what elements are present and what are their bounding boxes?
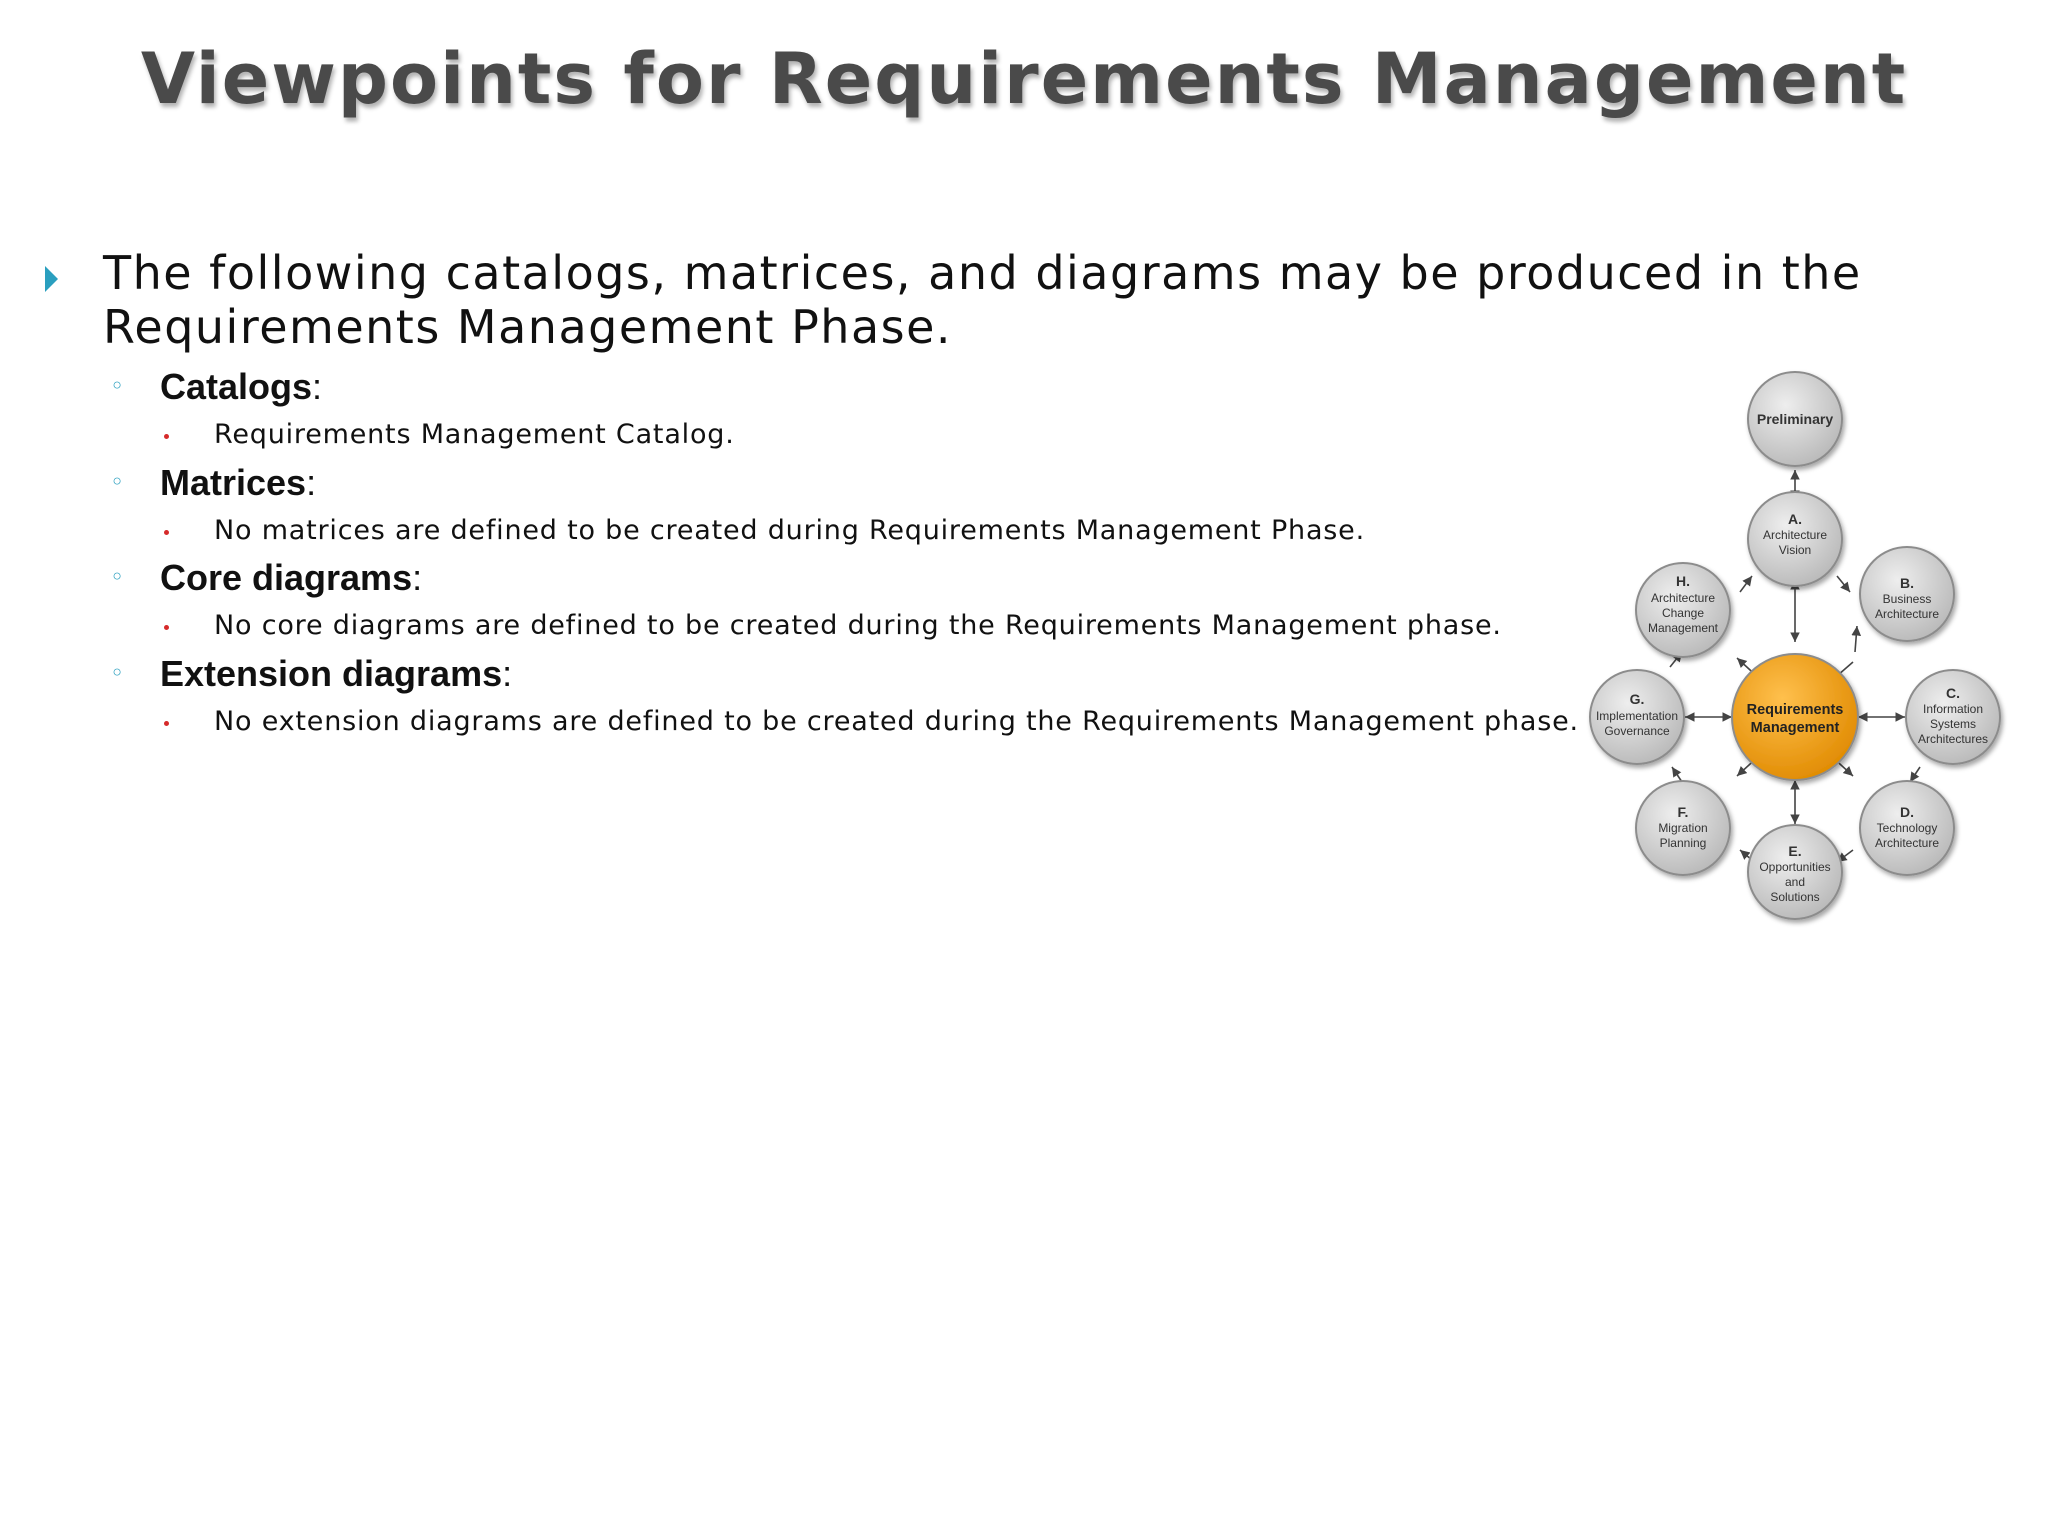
- section-heading-extension-diagrams: Extension diagrams:: [160, 653, 513, 694]
- sub-bullet-circle-icon: ◦: [110, 659, 125, 687]
- node-h-line: Architecture: [1650, 591, 1716, 605]
- node-d: [1860, 781, 1954, 875]
- node-g-line: Governance: [1604, 724, 1670, 738]
- node-requirements-management: [1732, 654, 1858, 780]
- node-d-line: Architecture: [1874, 836, 1940, 850]
- node-e: [1748, 825, 1842, 919]
- node-a-letter: A.: [1788, 511, 1802, 527]
- sub-bullet-circle-icon: ◦: [110, 468, 125, 496]
- node-a-line: Architecture: [1762, 528, 1828, 542]
- node-e-line: Opportunities: [1759, 860, 1831, 874]
- node-f-line: Migration: [1658, 821, 1708, 835]
- node-c-letter: C.: [1946, 685, 1960, 701]
- section-heading-catalogs: Catalogs:: [160, 366, 323, 407]
- leaf-bullet-icon: [164, 625, 169, 630]
- section-heading-core-diagrams: Core diagrams:: [160, 557, 423, 598]
- section-item-core-diagrams: No core diagrams are defined to be created during the Requirements Management phase.: [214, 610, 1502, 641]
- section-heading-matrices: Matrices:: [160, 462, 317, 503]
- connector-a-b: [1837, 576, 1850, 592]
- node-e-line: Solutions: [1770, 890, 1820, 904]
- node-b-letter: B.: [1900, 575, 1914, 591]
- node-a-line: Vision: [1778, 543, 1812, 557]
- node-h-line: Change: [1661, 606, 1705, 620]
- node-center-line: Management: [1750, 720, 1840, 736]
- node-g-letter: G.: [1629, 691, 1645, 707]
- connector-h-a: [1740, 576, 1752, 592]
- main-bullet-text: The following catalogs, matrices, and diagrams may be produced in the Requirements Management Phase.: [103, 246, 1862, 354]
- leaf-bullet-icon: [164, 434, 169, 439]
- node-c-line: Architectures: [1917, 732, 1989, 746]
- leaf-bullet-icon: [164, 530, 169, 535]
- node-b-line: Architecture: [1874, 607, 1940, 621]
- node-c-line: Systems: [1929, 717, 1977, 731]
- node-e-line: and: [1784, 875, 1806, 889]
- node-h-letter: H.: [1676, 573, 1690, 589]
- node-f-line: Planning: [1659, 836, 1707, 850]
- node-preliminary: [1748, 372, 1842, 466]
- section-item-matrices: No matrices are defined to be created during Requirements Management Phase.: [214, 515, 1365, 546]
- sub-bullet-circle-icon: ◦: [110, 372, 125, 400]
- node-f: [1636, 781, 1730, 875]
- node-a: [1748, 492, 1842, 586]
- slide-title: Viewpoints for Requirements Management: [140, 38, 1908, 120]
- main-bullet-arrow-icon: [45, 266, 58, 292]
- connector-c-d: [1910, 767, 1920, 782]
- node-g-line: Implementation: [1595, 709, 1679, 723]
- node-b: [1860, 547, 1954, 641]
- connector-center-b: [1855, 626, 1857, 652]
- section-item-extension-diagrams: No extension diagrams are defined to be created during the Requirements Management phase.: [214, 706, 1579, 737]
- requirements-management-cycle-diagram: [1585, 362, 2025, 932]
- sub-bullet-circle-icon: ◦: [110, 563, 125, 591]
- node-c: [1906, 670, 2000, 764]
- section-item-catalogs: Requirements Management Catalog.: [214, 419, 735, 450]
- node-preliminary-label: Preliminary: [1756, 411, 1834, 427]
- node-center-line: Requirements: [1746, 702, 1844, 718]
- node-g: [1590, 670, 1684, 764]
- node-e-letter: E.: [1788, 843, 1802, 859]
- node-f-letter: F.: [1677, 804, 1689, 820]
- connector-f-g: [1672, 767, 1682, 782]
- node-b-line: Business: [1882, 592, 1932, 606]
- node-c-line: Information: [1922, 702, 1984, 716]
- node-d-line: Technology: [1876, 821, 1938, 835]
- node-h-line: Management: [1647, 621, 1719, 635]
- node-h: [1636, 563, 1730, 657]
- node-d-letter: D.: [1900, 804, 1914, 820]
- leaf-bullet-icon: [164, 721, 169, 726]
